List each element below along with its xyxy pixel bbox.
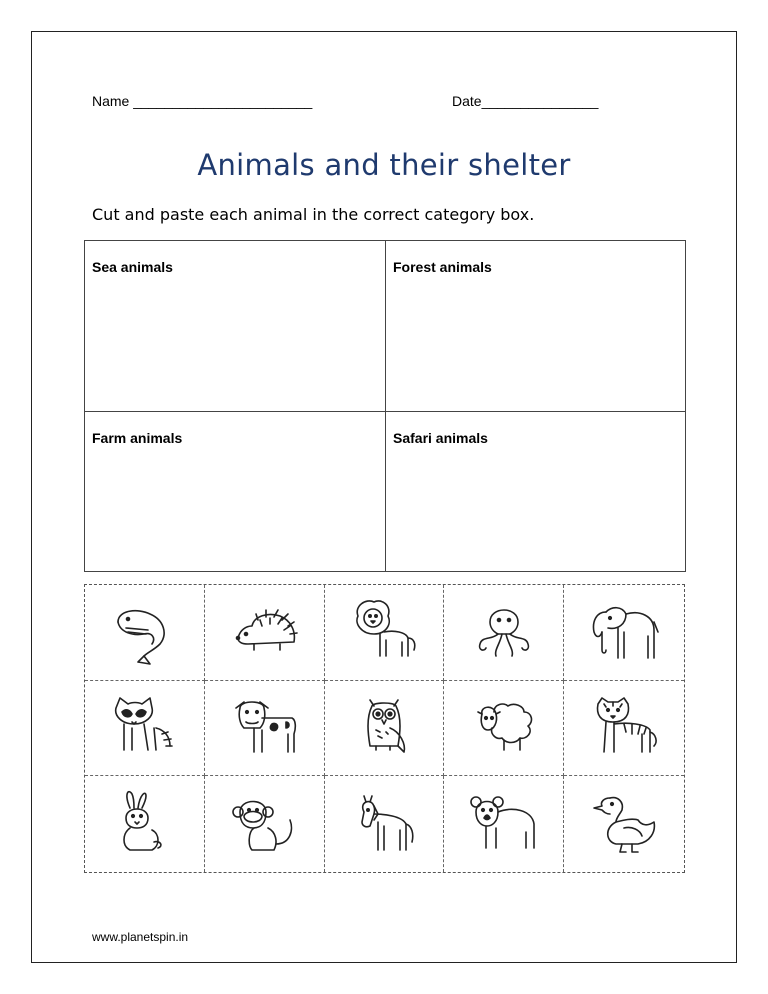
name-field-label: Name _______________________ (92, 93, 313, 109)
animal-card-cow (205, 681, 325, 777)
rabbit-icon (104, 784, 184, 864)
animal-card-elephant (564, 585, 684, 681)
octopus-icon (464, 592, 544, 672)
whale-icon (104, 592, 184, 672)
animal-card-horse (325, 776, 445, 872)
animal-card-lion (325, 585, 445, 681)
hedgehog-icon (224, 592, 304, 672)
tiger-icon (584, 688, 664, 768)
category-grid (84, 240, 686, 572)
animal-card-owl (325, 681, 445, 777)
duck-icon (584, 784, 664, 864)
animal-card-bear (444, 776, 564, 872)
category-label: Farm animals (92, 430, 183, 446)
elephant-icon (584, 592, 664, 672)
owl-icon (344, 688, 424, 768)
animal-card-raccoon (85, 681, 205, 777)
animal-cutout-grid (84, 584, 685, 873)
bear-icon (464, 784, 544, 864)
category-box-forest (386, 241, 685, 412)
raccoon-icon (104, 688, 184, 768)
animal-card-hedgehog (205, 585, 325, 681)
page-title: Animals and their shelter (197, 148, 571, 182)
animal-card-octopus (444, 585, 564, 681)
animal-card-whale (85, 585, 205, 681)
animal-card-sheep (444, 681, 564, 777)
category-box-safari (386, 412, 685, 571)
animal-card-tiger (564, 681, 684, 777)
lion-icon (344, 592, 424, 672)
sheep-icon (464, 688, 544, 768)
animal-card-rabbit (85, 776, 205, 872)
monkey-icon (224, 784, 304, 864)
cow-icon (224, 688, 304, 768)
animal-card-duck (564, 776, 684, 872)
category-box-farm (85, 412, 386, 571)
footer-website: www.planetspin.in (92, 930, 189, 944)
category-box-sea (85, 241, 386, 412)
horse-icon (344, 784, 424, 864)
category-label: Forest animals (393, 259, 492, 275)
animal-card-monkey (205, 776, 325, 872)
category-label: Sea animals (92, 259, 173, 275)
date-field-label: Date_______________ (452, 93, 599, 109)
category-label: Safari animals (393, 430, 488, 446)
instruction-text: Cut and paste each animal in the correct category box. (92, 205, 535, 224)
